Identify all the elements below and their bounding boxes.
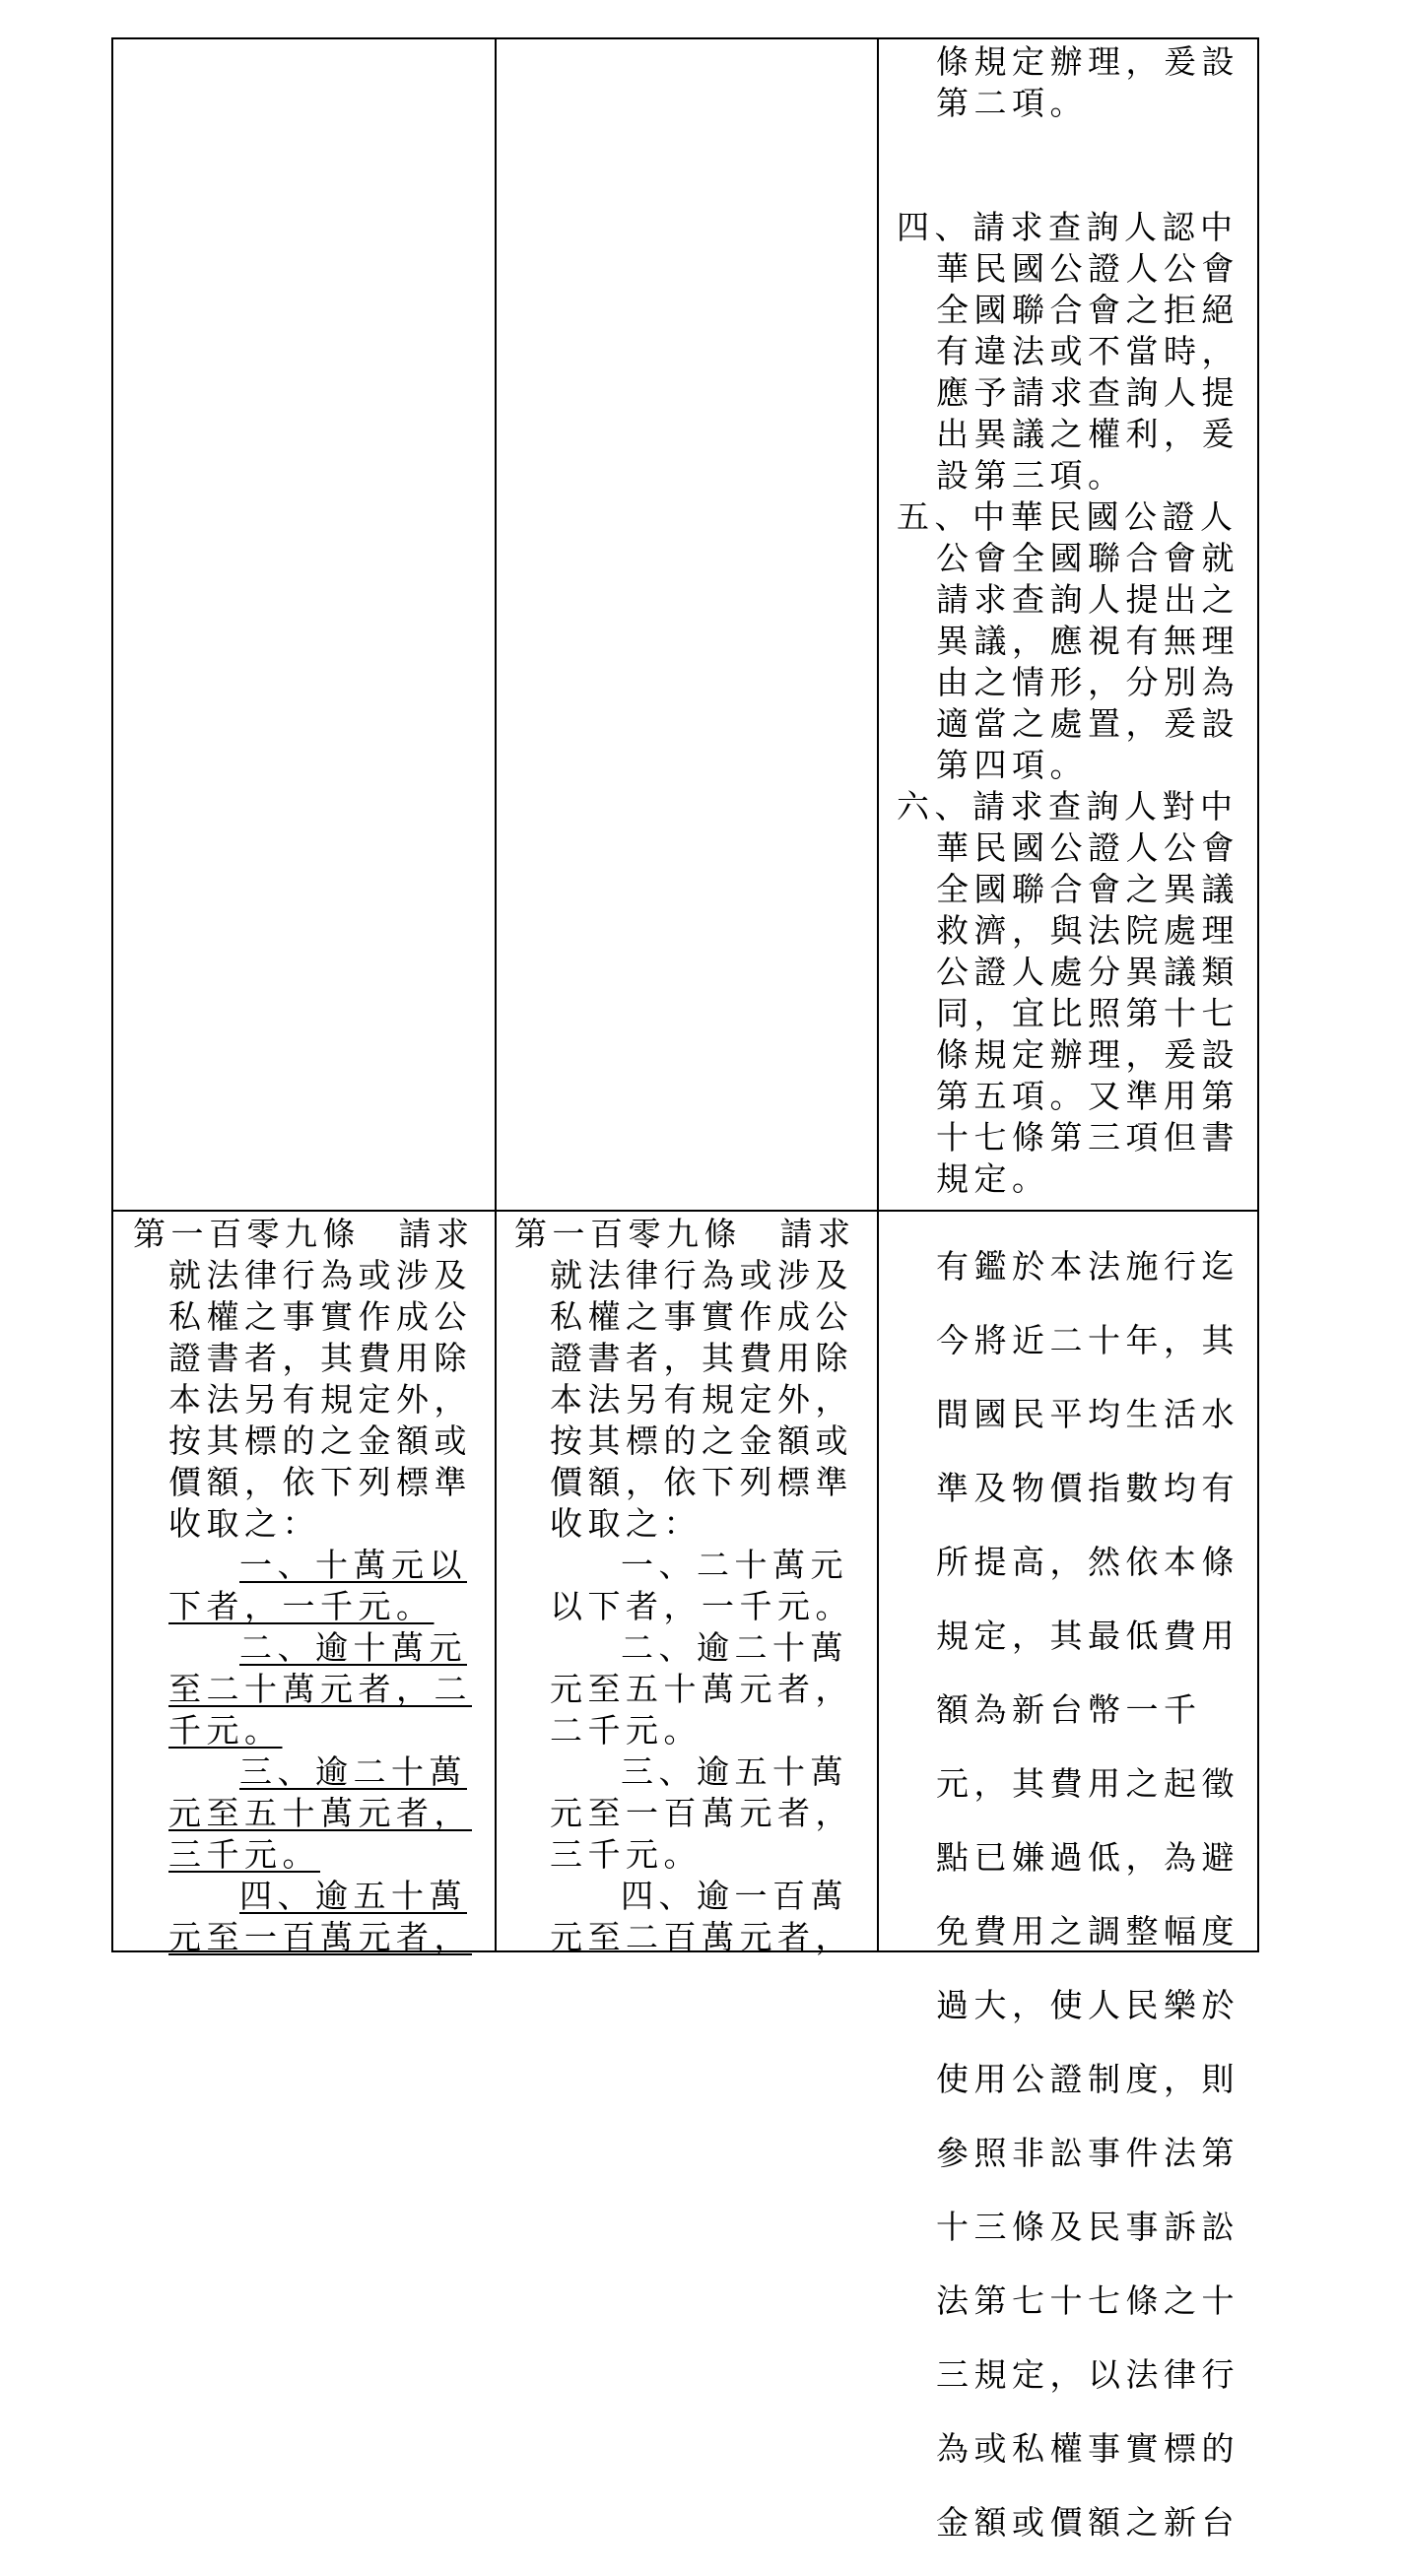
subitem-2-line: 二、逾二十萬 [621,1628,848,1667]
item-line: 同，宜比照第十七 [936,994,1239,1032]
explanation-continued-line: 條規定辦理，爰設 [936,42,1239,81]
explanation-line: 間國民平均生活水 [936,1395,1239,1433]
article-line: 收取之： [550,1504,702,1543]
item-first-line: 六、請求查詢人對中 [897,787,1239,826]
explanation-line: 法第七十七條之十 [936,2281,1239,2320]
amended-text: 千元。 [168,1711,283,1750]
amended-text: 一、十萬元以 [239,1546,467,1584]
explanation-line: 規定，其最低費用 [936,1617,1239,1655]
article-line: 私權之事實作成公 [168,1297,472,1336]
article-line: 價額，依下列標準 [168,1463,472,1501]
subitem-3-line: 三、逾五十萬 [621,1752,848,1791]
explanation-line: 點已嫌過低，為避 [936,1838,1239,1877]
article-line: 按其標的之金額或 [168,1421,472,1460]
item-line: 華民國公證人公會 [936,828,1239,867]
subitem-1-line [168,1586,488,1627]
item-first-line: 四、請求查詢人認中 [897,208,1239,246]
item-line: 有違法或不當時， [936,332,1239,370]
explanation-line: 三規定，以法律行 [936,2355,1239,2394]
blank-line [897,124,1261,165]
amended-text: 下者，一千元。 [168,1587,435,1625]
article-line: 就法律行為或涉及 [168,1256,472,1294]
explanation-line: 參照非訟事件法第 [936,2134,1239,2172]
amended-text: 二、逾十萬元 [239,1628,467,1667]
explanation-line: 有鑑於本法施行迄 [936,1247,1239,1286]
explanation-line: 今將近二十年，其 [936,1321,1239,1359]
item-line: 公會全國聯合會就 [936,539,1239,577]
item-line: 條規定辦理，爰設 [936,1035,1239,1074]
article-line: 按其標的之金額或 [550,1421,853,1460]
explanation-item-5 [897,496,1261,786]
article-line: 本法另有規定外， [550,1380,853,1419]
explanation-line: 為或私權事實標的 [936,2429,1239,2468]
comparison-table [111,37,1259,2542]
subitem-1-line: 以下者，一千元。 [550,1587,853,1625]
item-line: 異議，應視有無理 [936,622,1239,660]
item-line: 應予請求查詢人提 [936,373,1239,412]
subitem-3-line [168,1751,488,1793]
item-line: 請求查詢人提出之 [936,580,1239,619]
item-line: 十七條第三項但書 [936,1118,1239,1156]
amended-text: 至二十萬元者，二 [168,1670,472,1708]
item-line: 救濟，與法院處理 [936,911,1239,950]
subitem-2-line: 元至五十萬元者， [550,1670,853,1708]
amended-text: 元至五十萬元者， [168,1794,472,1832]
explanation-line: 使用公證制度，則 [936,2060,1239,2098]
explanation-line: 所提高，然依本條 [936,1543,1239,1581]
amended-text: 元至一百萬元者， [168,1918,472,1956]
item-first-line: 五、中華民國公證人 [897,497,1239,536]
explanation-line: 額為新台幣一千 [936,1690,1202,1729]
bottom-amended-cell [133,1214,488,1958]
subitem-2-line [168,1710,488,1751]
article-line: 證書者，其費用除 [168,1339,472,1377]
item-line: 由之情形，分別為 [936,663,1239,701]
explanation-line: 金額或價額之新台 [936,2503,1239,2542]
subitem-2-line: 二千元。 [550,1711,702,1750]
article-line: 價額，依下列標準 [550,1463,853,1501]
article-line: 本法另有規定外， [168,1380,472,1419]
item-line: 適當之處置，爰設 [936,704,1239,743]
item-line: 第四項。 [936,746,1088,784]
article-line: 證書者，其費用除 [550,1339,853,1377]
article-heading: 第一百零九條 請求 [514,1215,856,1253]
item-line: 華民國公證人公會 [936,249,1239,288]
article-heading: 第一百零九條 請求 [133,1215,475,1253]
subitem-3-line [168,1834,488,1876]
item-line: 全國聯合會之異議 [936,870,1239,908]
amended-text: 三、逾二十萬 [239,1752,467,1791]
top-explanation-cell [897,41,1261,1200]
explanation-line: 過大，使人民樂於 [936,1986,1239,2024]
article-line: 就法律行為或涉及 [550,1256,853,1294]
bottom-explanation-cell [936,1214,1261,2576]
item-line: 第五項。又準用第 [936,1077,1239,1115]
row-divider [113,1210,1257,1212]
subitem-3-line: 元至一百萬元者， [550,1794,853,1832]
column-divider-2 [877,39,879,1950]
top-amended-cell [113,39,495,1210]
item-line: 設第三項。 [936,456,1126,495]
subitem-1-line: 一、二十萬元 [621,1546,848,1584]
blank-line [897,165,1261,207]
amended-text: 四、逾五十萬 [239,1877,467,1915]
article-line: 收取之： [168,1504,320,1543]
article-line: 私權之事實作成公 [550,1297,853,1336]
explanation-item-6 [897,786,1261,1200]
bottom-current-cell [514,1214,871,1958]
item-line: 出異議之權利，爰 [936,415,1239,453]
subitem-3-line: 三千元。 [550,1835,702,1874]
subitem-2-line [168,1627,488,1669]
explanation-line: 十三條及民事訴訟 [936,2208,1239,2246]
item-line: 公證人處分異議類 [936,953,1239,991]
item-line: 全國聯合會之拒絕 [936,291,1239,329]
explanation-line: 免費用之調整幅度 [936,1912,1239,1950]
subitem-4-line [168,1876,488,1917]
top-current-cell [497,39,877,1210]
subitem-4-line: 四、逾一百萬 [621,1877,848,1915]
explanation-line: 元，其費用之起徵 [936,1764,1239,1803]
subitem-3-line [168,1793,488,1834]
subitem-2-line [168,1669,488,1710]
explanation-item-4 [897,207,1261,496]
subitem-4-line: 元至二百萬元者， [550,1918,853,1956]
subitem-1-line [168,1545,488,1586]
amended-text: 三千元。 [168,1835,320,1874]
subitem-4-line [168,1917,488,1958]
explanation-line: 準及物價指數均有 [936,1469,1239,1507]
explanation-continued-line: 第二項。 [936,84,1088,122]
item-line: 規定。 [936,1159,1050,1198]
